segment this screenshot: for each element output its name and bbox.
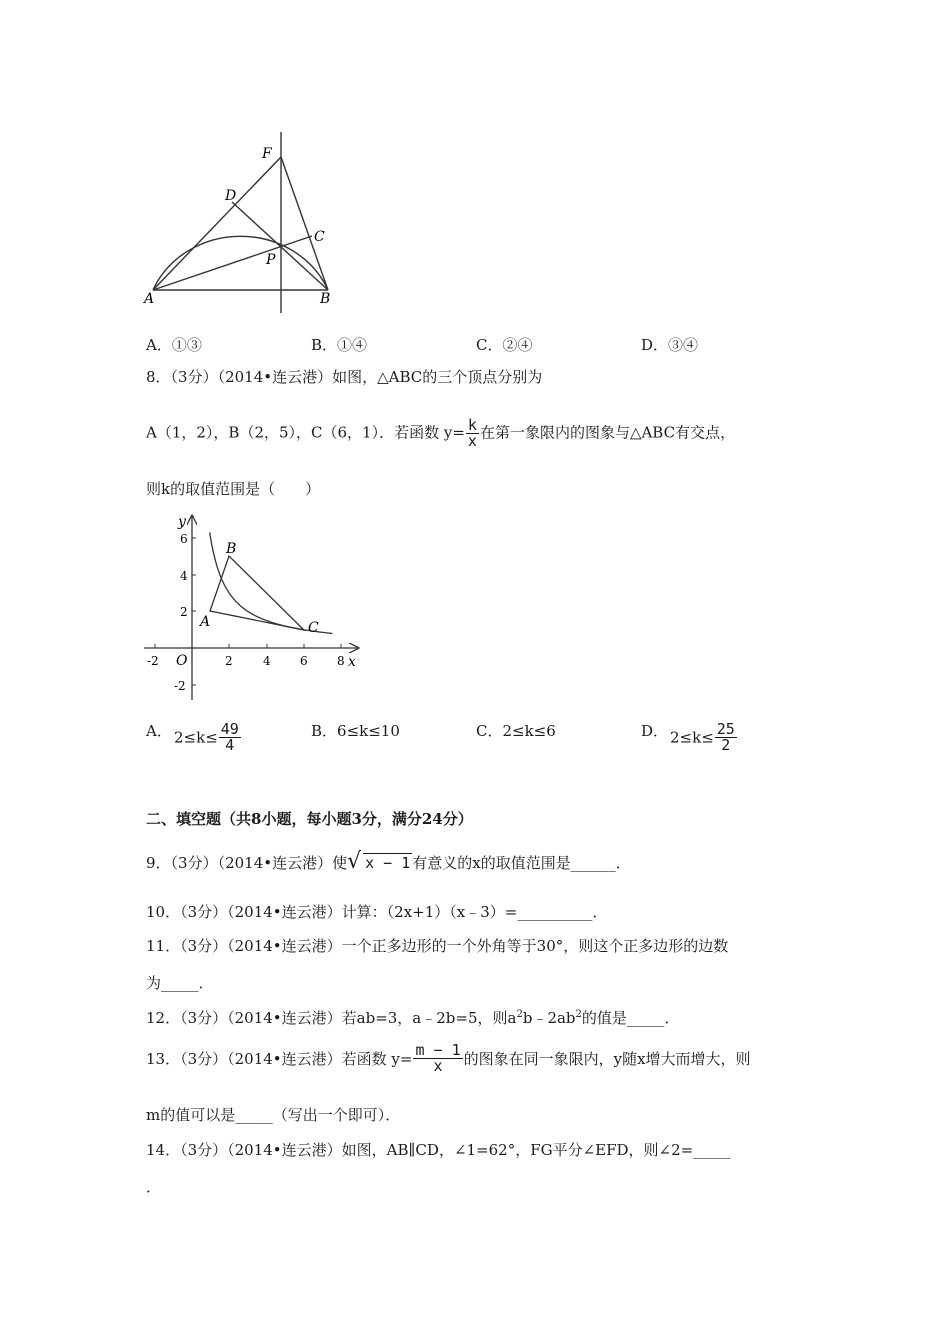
q14-line1: 14．（3分）（2014•连云港）如图，AB∥CD，∠1=62°，FG平分∠EFD，则∠2=_____ — [146, 1141, 731, 1159]
q9-radicand: x − 1 — [365, 854, 411, 872]
point-b-label: B — [226, 541, 237, 557]
q7-option-d[interactable]: D．③④ — [641, 336, 699, 354]
q7-option-c[interactable]: C．②④ — [476, 336, 533, 354]
q8-option-a-den: 4 — [225, 736, 235, 754]
q13-line2: m的值可以是_____（写出一个即可）． — [146, 1106, 401, 1124]
q8-line2-post: 在第一象限内的图象与△ABC有交点， — [479, 423, 736, 442]
q8-option-a-num: 49 — [220, 720, 239, 738]
label-a: A — [144, 291, 155, 307]
triangle-abc — [210, 556, 304, 630]
line-db — [232, 202, 328, 290]
q8-option-a-expr — [174, 722, 242, 753]
q7-option-b[interactable]: B．①④ — [311, 336, 368, 354]
q8-option-d-expr — [670, 722, 738, 753]
y-axis-label: y — [178, 514, 186, 530]
q8-line3: 则k的取值范围是（ ） — [146, 480, 321, 498]
q13-line1 — [146, 1043, 751, 1074]
x-tick-4: 4 — [263, 654, 271, 668]
point-c-label: C — [308, 620, 319, 636]
y-tick-2: 2 — [180, 605, 188, 619]
q12-sup1: 2 — [516, 1009, 523, 1020]
label-c: C — [314, 229, 325, 245]
q12-mid: b﹣2ab — [522, 1009, 576, 1027]
q12-line — [146, 1007, 679, 1028]
q8-line1: 8．（3分）（2014•连云港）如图，△ABC的三个顶点分别为 — [146, 368, 543, 386]
q14-line2: ． — [146, 1178, 162, 1196]
q10-line: 10．（3分）（2014•连云港）计算：（2x+1）（x﹣3）=__________． — [146, 903, 608, 921]
line-ac — [153, 236, 312, 290]
line-af — [153, 157, 281, 290]
q9-sqrt — [347, 849, 412, 874]
x-tick-neg2: -2 — [147, 654, 159, 668]
q8-option-a[interactable] — [146, 720, 172, 741]
q11-line1: 11．（3分）（2014•连云港）一个正多边形的一个外角等于30°，则这个正多边形的边数 — [146, 937, 729, 955]
x-axis-label: x — [348, 654, 356, 670]
q8-fraction — [466, 418, 479, 449]
x-tick-8: 8 — [337, 654, 345, 668]
coordinate-graph — [140, 510, 365, 705]
q13-pre: 13．（3分）（2014•连云港）若函数 y= — [146, 1050, 413, 1068]
q8-line2-pre: A（1，2），B（2，5），C（6，1）．若函数 y= — [146, 423, 465, 442]
q9-pre: 9．（3分）（2014•连云港）使 — [146, 854, 348, 872]
q13-post: 的图象在同一象限内，y随x增大而增大，则 — [463, 1050, 751, 1068]
q13-frac-denominator: x — [433, 1057, 443, 1075]
q8-frac-numerator: k — [467, 416, 477, 434]
y-tick-4: 4 — [180, 569, 188, 583]
y-tick-neg2: -2 — [174, 679, 186, 693]
section-2-title: 二、填空题（共8小题，每小题3分，满分24分） — [146, 810, 473, 828]
q8-line2 — [146, 418, 735, 449]
q8-option-d-num: 25 — [716, 720, 735, 738]
label-f: F — [262, 146, 272, 162]
sqrt-sign-icon: √ — [347, 849, 362, 874]
point-a-label: A — [200, 614, 211, 630]
q8-option-d-label: D． — [641, 722, 669, 740]
q8-option-d-pre: 2≤k≤ — [670, 728, 714, 747]
q8-option-a-label: A． — [146, 722, 172, 740]
geometry-figure — [140, 130, 340, 315]
q13-fraction — [413, 1043, 462, 1074]
q8-option-c[interactable]: C．2≤k≤6 — [476, 722, 556, 740]
line-fb — [281, 157, 328, 290]
x-tick-2: 2 — [225, 654, 233, 668]
q11-line2: 为_____． — [146, 974, 214, 992]
origin-label: O — [176, 653, 188, 669]
label-p: P — [266, 252, 276, 268]
q8-option-b[interactable]: B．6≤k≤10 — [311, 722, 400, 740]
label-b: B — [320, 291, 331, 307]
q8-frac-denominator: x — [467, 432, 477, 450]
q8-option-a-fraction — [219, 722, 241, 753]
q12-sup2: 2 — [575, 1009, 582, 1020]
q7-option-a[interactable]: A．①③ — [146, 336, 202, 354]
x-tick-6: 6 — [300, 654, 308, 668]
q8-option-d-den: 2 — [721, 736, 731, 754]
q9-line — [146, 849, 631, 874]
y-tick-6: 6 — [180, 532, 188, 546]
q9-post: 有意义的x的取值范围是______． — [412, 854, 631, 872]
q8-option-d-fraction — [715, 722, 737, 753]
q12-post: 的值是_____． — [581, 1009, 680, 1027]
q8-option-d[interactable] — [641, 720, 668, 741]
label-d: D — [225, 188, 237, 204]
q8-option-a-pre: 2≤k≤ — [174, 728, 218, 747]
q13-frac-numerator: m − 1 — [415, 1041, 461, 1059]
q12-pre: 12．（3分）（2014•连云港）若ab=3，a﹣2b=5，则a — [146, 1009, 517, 1027]
